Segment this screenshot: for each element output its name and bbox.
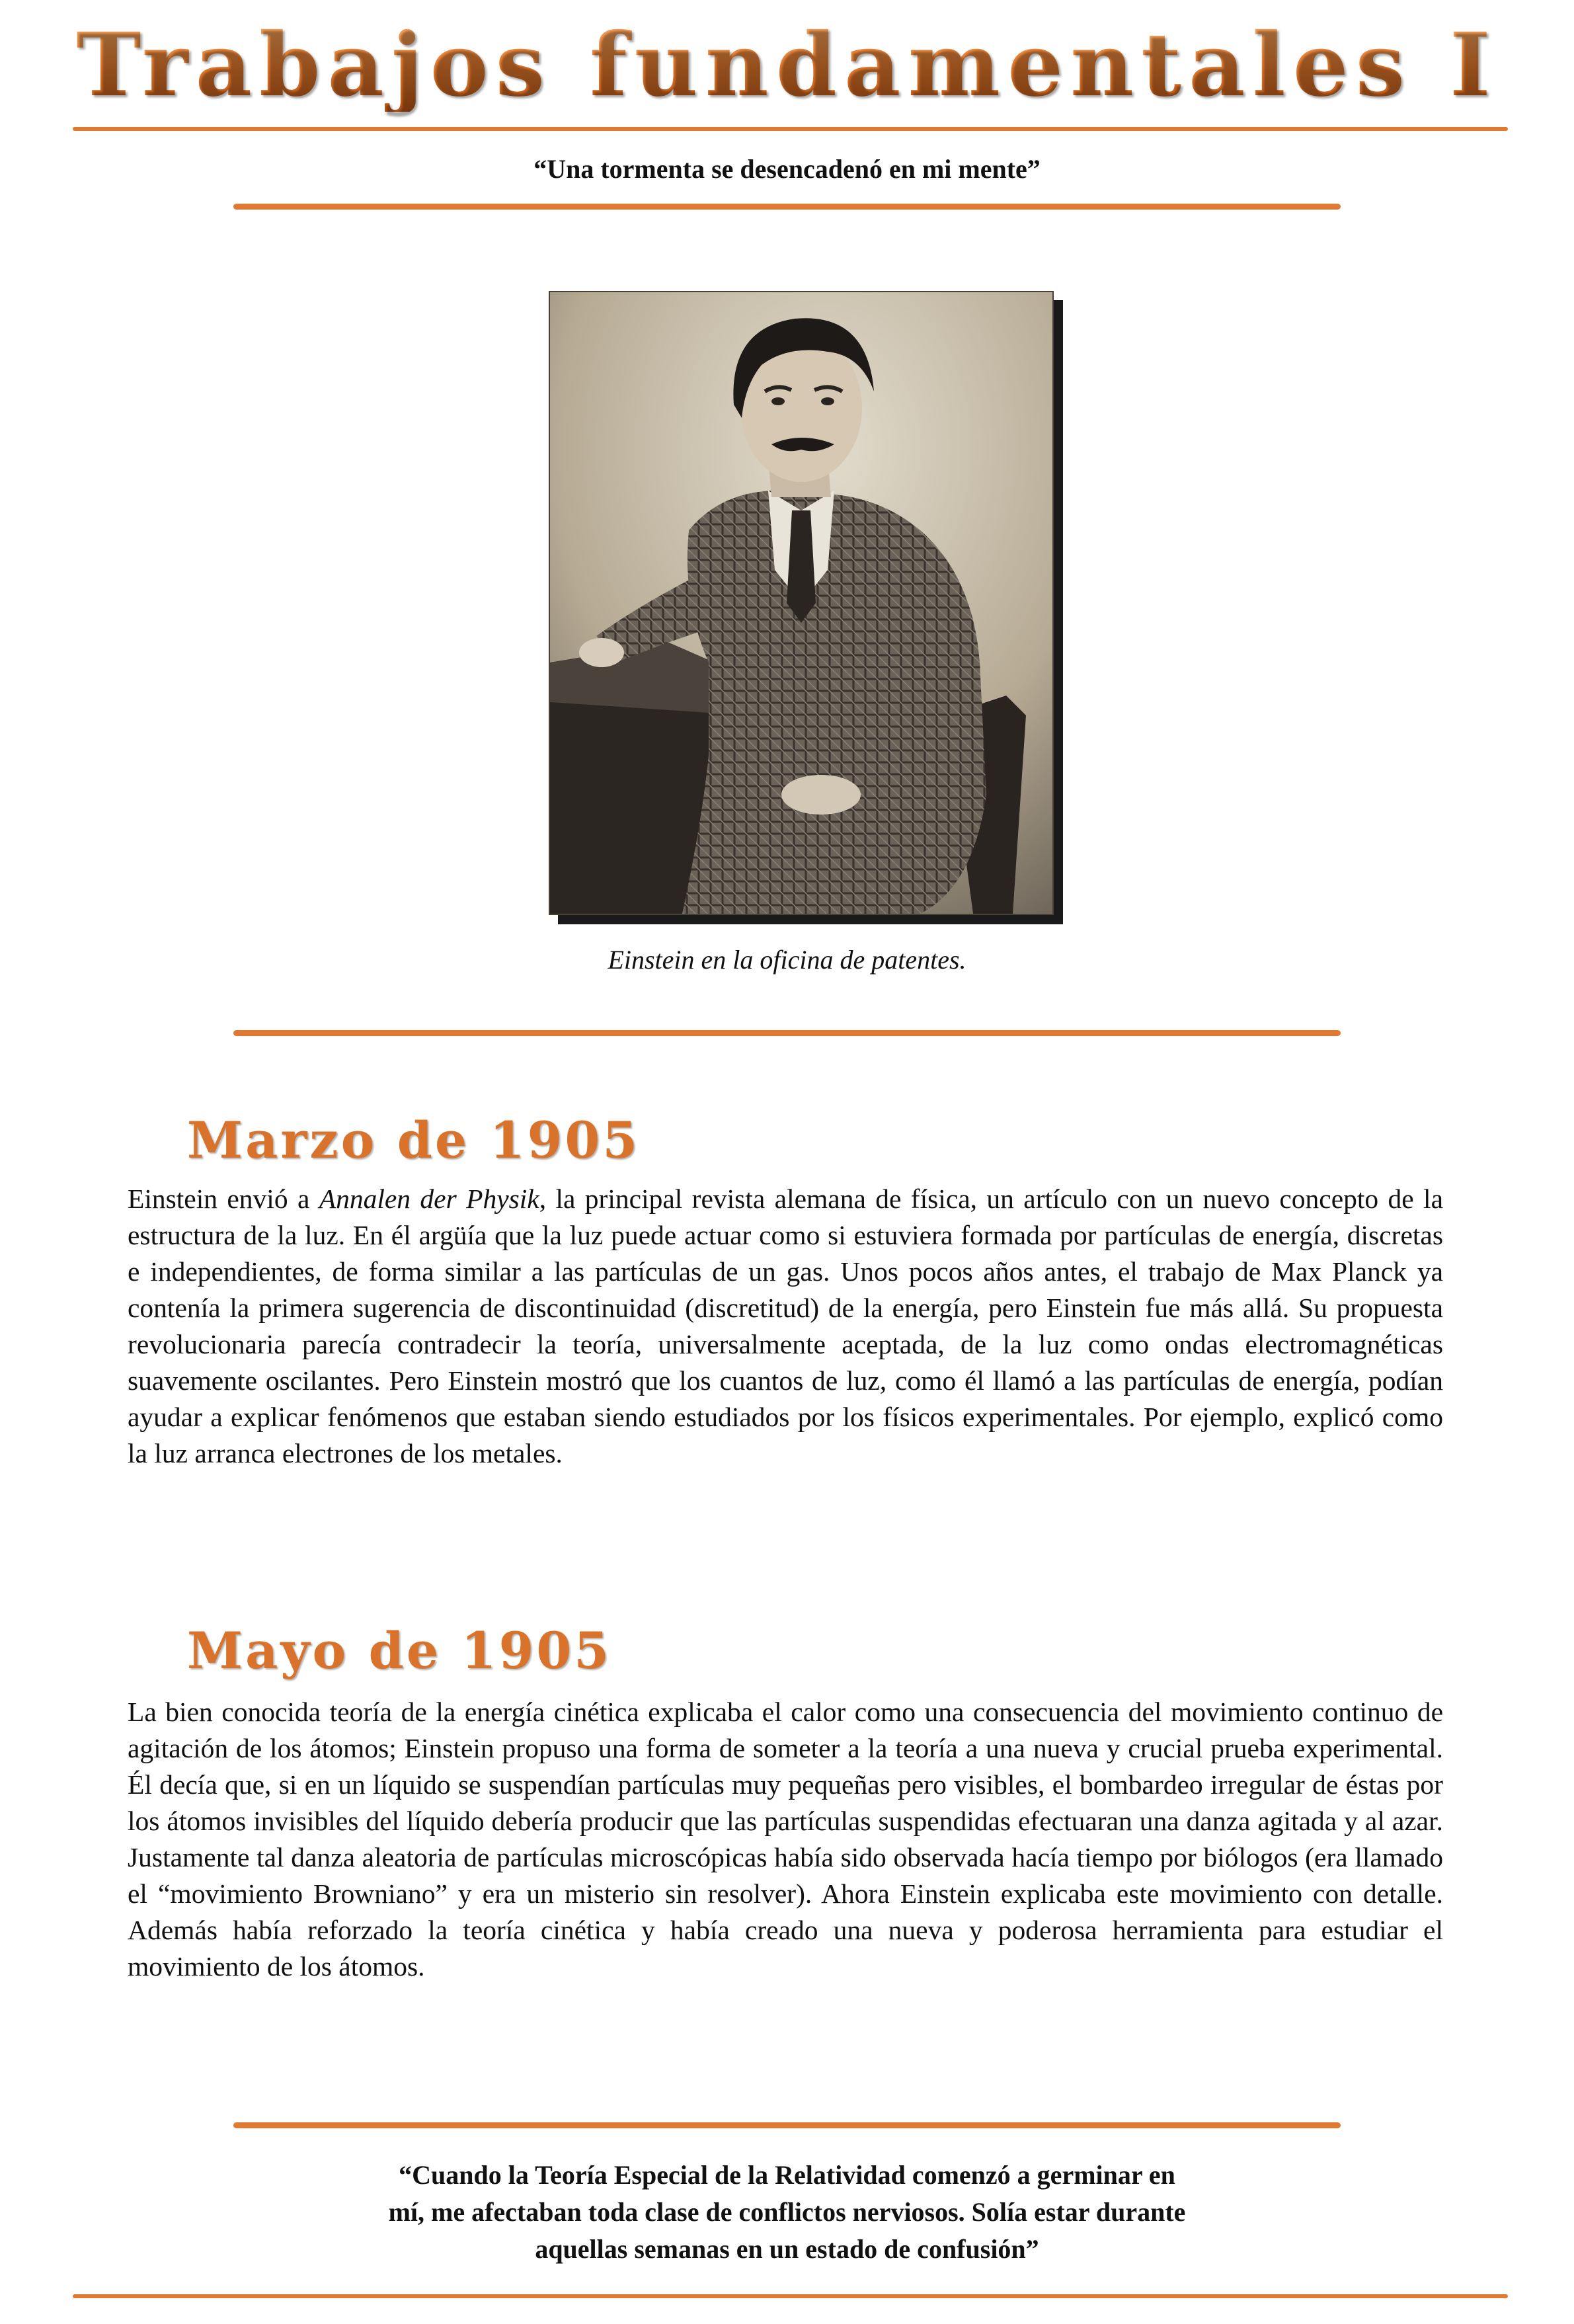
section-heading-marzo: Marzo de 1905 (187, 1111, 641, 1170)
bottom-quote-top-divider (233, 2122, 1341, 2128)
bottom-quote-line-3: aquellas semanas en un estado de confusión” (535, 2234, 1039, 2264)
bottom-divider (73, 2294, 1508, 2298)
photo-divider (233, 1030, 1341, 1036)
journal-name: Annalen der Physik (319, 1183, 539, 1214)
section-paragraph-mayo: La bien conocida teoría de la energía cinética explicaba el calor como una consecuencia del movimiento continuo de agitación de los átomos; Einstein propuso una forma de someter a la teoría a una nueva y crucial prueba experimental. Él decía que, si en un líquido se suspendían partículas muy pequeñas pero visibles, el bombardeo irregular de éstas por los átomos invisibles del líquido debería producir que las partículas suspendidas efectuaran una danza agitada y al azar. Justamente tal danza aleatoria de partículas microscópicas había sido observada hacía tiempo por biólogos (era llamado el “movimiento Browniano” y era un misterio sin resolver). Ahora Einstein explicaba este movimiento con detalle. Además había reforzado la teoría cinética y había creado una nueva y poderosa herramienta para estudiar el movimiento de los átomos. (128, 1697, 1443, 1982)
photo-caption: Einstein en la oficina de patentes. (608, 945, 966, 975)
einstein-photo (549, 291, 1054, 915)
bottom-quote-line-2: mí, me afectaban toda clase de conflictos nerviosos. Solía estar durante (388, 2197, 1186, 2227)
page-title: Trabajos fundamentales I (0, 20, 1574, 112)
bottom-quote-line-1: “Cuando la Teoría Especial de la Relatividad comenzó a germinar en (399, 2160, 1175, 2190)
marzo-text-start: Einstein envió a (128, 1183, 319, 1214)
section-paragraph-marzo (128, 1181, 1443, 1472)
top-quote: “Una tormenta se desencadenó en mi mente” (533, 154, 1041, 184)
quote-divider (233, 204, 1341, 210)
section-heading-mayo: Mayo de 1905 (187, 1621, 612, 1680)
title-divider (73, 127, 1508, 131)
bottom-quote (0, 2157, 1574, 2268)
marzo-text-rest: , la principal revista alemana de física, un artículo con un nuevo concepto de la estructura de la luz. En él argüía que la luz puede actuar como si estuviera formada por partículas de energía, discretas e independientes, de forma similar a las partículas de un gas. Unos pocos años antes, el trabajo de Max Planck ya contenía la primera sugerencia de discontinuidad (discretitud) de la energía, pero Einstein fue más allá. Su propuesta revolucionaria parecía contradecir la teoría, universalmente aceptada, de la luz como ondas electromagnéticas suavemente oscilantes. Pero Einstein mostró que los cuantos de luz, como él llamó a las partículas de energía, podían ayudar a explicar fenómenos que estaban siendo estudiados por los físicos experimentales. Por ejemplo, explicó como la luz arranca electrones de los metales. (128, 1183, 1443, 1468)
